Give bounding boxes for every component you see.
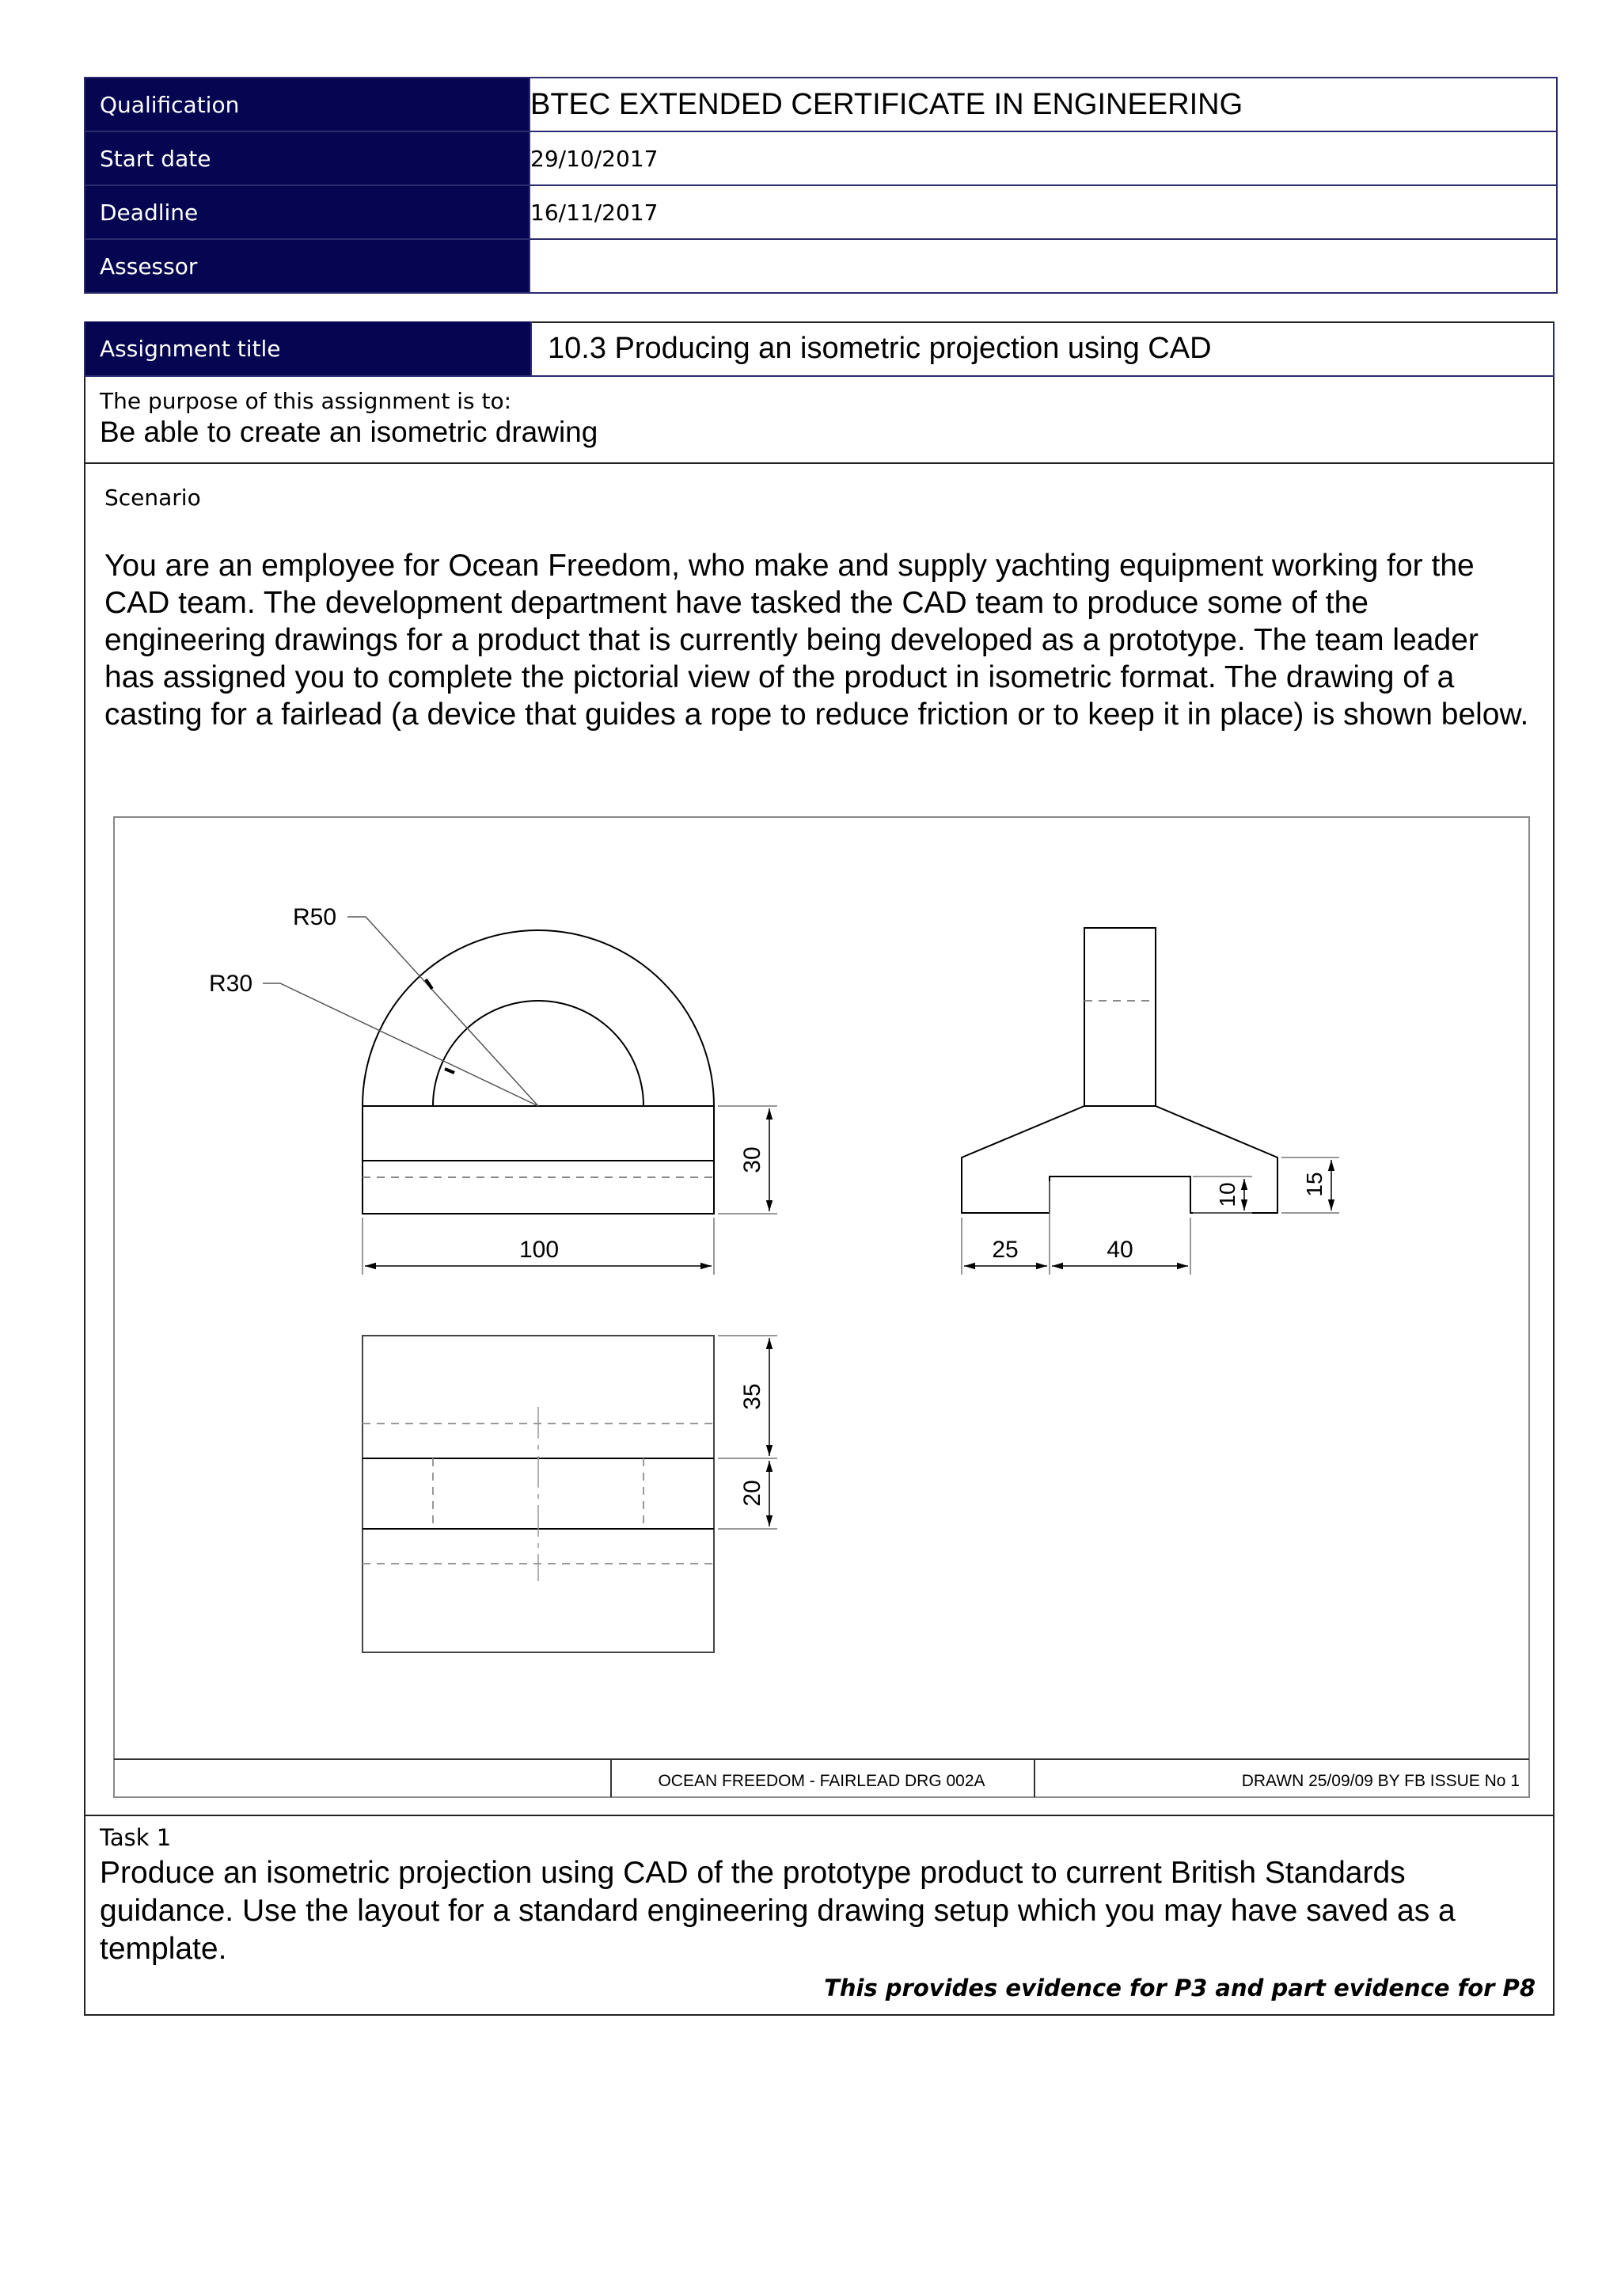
side-outline [962,928,1277,1213]
deadline-label: Deadline [85,186,529,238]
dim-35: 35 [739,1383,765,1410]
scenario-text: You are an employee for Ocean Freedom, who make and supply yachting equipment working for the CAD team. The development department have tasked the CAD team to produce some of the engineering drawings for a product that is currently being developed as a prototype. The team leader has assigned you to complete the pictorial view of the product in isometric format. The drawing of a casting for a fairlead (a device that guides a rope to reduce friction or to keep it in place) is shown below. [104,549,1529,732]
task-label: Task 1 [100,1824,172,1851]
start-date-value: 29/10/2017 [529,132,1556,184]
dim-r50: R50 [293,904,337,930]
dim-20: 20 [739,1480,765,1507]
plan-view [363,1336,777,1652]
task-section [85,1815,1553,2001]
task-text: Produce an isometric projection using CAD of the prototype product to current British Standards guidance. Use the layout for a standard engineering drawing setup which you may have saved as a template. [100,1856,1456,1966]
side-view [962,928,1339,1275]
scenario-label: Scenario [104,485,201,511]
titleblock-middle: OCEAN FREEDOM - FAIRLEAD DRG 002A [658,1772,985,1790]
r50-leader [347,917,538,1106]
assignment-block [84,321,1555,2016]
drawing-frame [114,817,1529,1797]
titleblock-right: DRAWN 25/09/09 BY FB ISSUE No 1 [1241,1772,1520,1790]
dim-r30: R30 [209,971,253,997]
assignment-title-label: Assignment title [85,321,530,375]
start-date-label: Start date [85,132,529,184]
purpose-value: Be able to create an isometric drawing [100,416,598,448]
front-view [263,917,777,1275]
r30-leader [263,983,538,1106]
qualification-label: Qualification [85,78,529,131]
outer-arc [363,930,714,1106]
qualification-value: BTEC EXTENDED CERTIFICATE IN ENGINEERING [529,78,1556,131]
dim-40: 40 [1107,1237,1133,1263]
purpose-label: The purpose of this assignment is to: [100,388,512,414]
dim-25: 25 [992,1237,1019,1263]
deadline-value: 16/11/2017 [529,186,1556,238]
assignment-title-value: 10.3 Producing an isometric projection using CAD [530,321,1553,375]
inner-arc [433,1001,643,1106]
dim-30: 30 [739,1146,765,1173]
evidence-note: This provides evidence for P3 and part evidence for P8 [824,1975,1536,2001]
dim-100: 100 [518,1237,560,1263]
assessor-label: Assessor [85,240,529,292]
dim-10: 10 [1215,1182,1239,1207]
dim-15: 15 [1302,1172,1327,1197]
